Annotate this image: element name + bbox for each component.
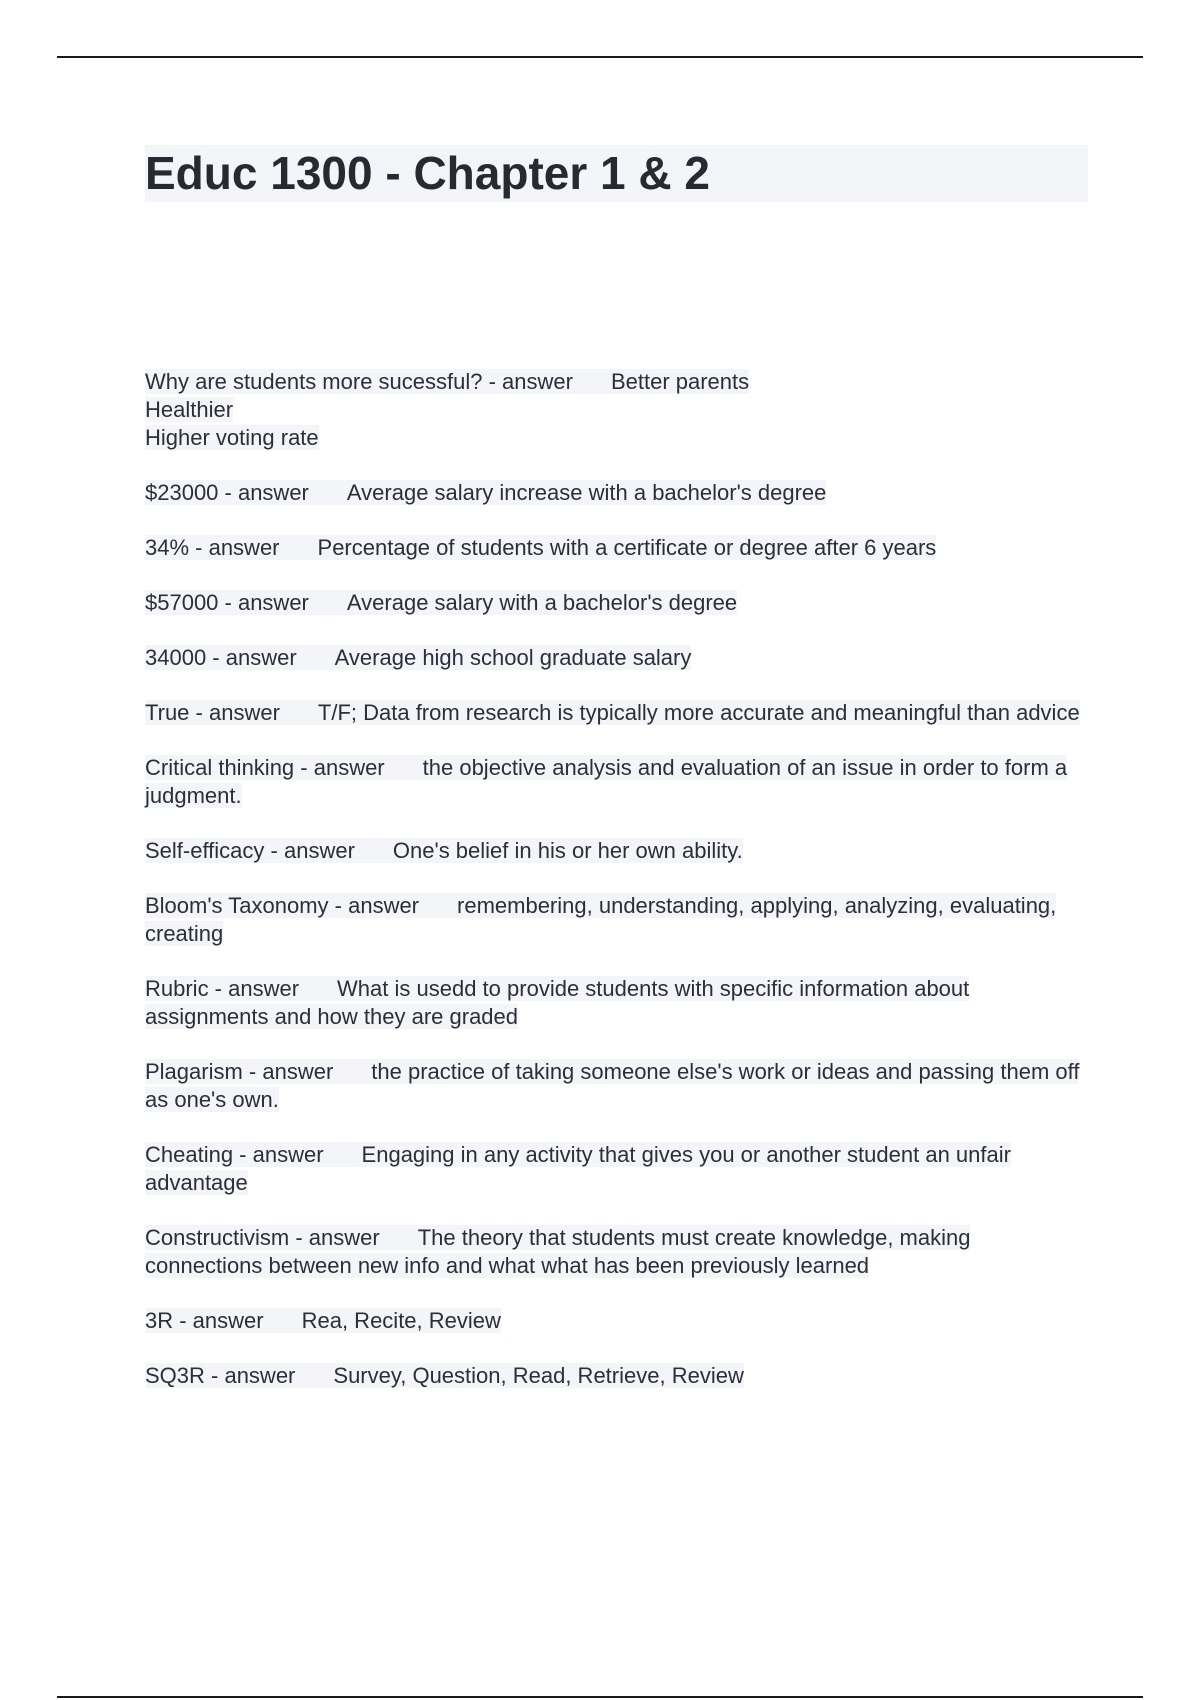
- card-term: 34000 - answer: [145, 645, 297, 670]
- card-definition: Survey, Question, Read, Retrieve, Review: [333, 1363, 744, 1388]
- card-term: 34% - answer: [145, 535, 280, 560]
- card-definition: Average high school graduate salary: [334, 645, 692, 670]
- card-extra-line: Healthier: [145, 397, 234, 422]
- card-definition: T/F; Data from research is typically more accurate and meaningful than advice: [317, 700, 1080, 725]
- card-definition: the practice of taking someone else's work or ideas and passing them off as one's own.: [145, 1059, 1080, 1112]
- card-definition: remembering, understanding, applying, analyzing, evaluating, creating: [145, 893, 1057, 946]
- card-term: Cheating - answer: [145, 1142, 324, 1167]
- flashcard-5: [145, 644, 1090, 672]
- card-definition: Percentage of students with a certificate or degree after 6 years: [317, 535, 937, 560]
- card-definition: Better parents: [610, 369, 750, 394]
- flashcard-11: [145, 1058, 1090, 1114]
- card-definition: The theory that students must create knowledge, making connections between new info and what what has been previously learned: [145, 1225, 971, 1278]
- card-term: Constructivism - answer: [145, 1225, 380, 1250]
- card-term: SQ3R - answer: [145, 1363, 296, 1388]
- card-definition: Engaging in any activity that gives you or another student an unfair advantage: [145, 1142, 1011, 1195]
- top-rule: [57, 56, 1143, 58]
- flashcard-12: [145, 1141, 1090, 1197]
- flashcard-list: [145, 368, 1090, 1417]
- card-term: Bloom's Taxonomy - answer: [145, 893, 420, 918]
- card-definition: Average salary increase with a bachelor's degree: [346, 480, 827, 505]
- card-term: Plagarism - answer: [145, 1059, 334, 1084]
- flashcard-4: [145, 589, 1090, 617]
- card-term: 3R - answer: [145, 1308, 264, 1333]
- card-definition: Average salary with a bachelor's degree: [346, 590, 738, 615]
- card-term: $57000 - answer: [145, 590, 309, 615]
- flashcard-7: [145, 754, 1090, 810]
- card-term: Self-efficacy - answer: [145, 838, 355, 863]
- bottom-rule: [57, 1696, 1143, 1698]
- card-definition: Rea, Recite, Review: [301, 1308, 501, 1333]
- flashcard-13: [145, 1224, 1090, 1280]
- flashcard-2: [145, 479, 1090, 507]
- flashcard-8: [145, 837, 1090, 865]
- card-term: True - answer: [145, 700, 280, 725]
- flashcard-1: [145, 368, 1090, 452]
- flashcard-3: [145, 534, 1090, 562]
- flashcard-10: [145, 975, 1090, 1031]
- flashcard-15: [145, 1362, 1090, 1390]
- page-title: Educ 1300 - Chapter 1 & 2: [145, 147, 710, 199]
- card-term: Why are students more sucessful? - answer: [145, 369, 573, 394]
- card-term: Rubric - answer: [145, 976, 300, 1001]
- card-definition: One's belief in his or her own ability.: [392, 838, 743, 863]
- card-definition: the objective analysis and evaluation of an issue in order to form a judgment.: [145, 755, 1068, 808]
- flashcard-9: [145, 892, 1090, 948]
- card-extra-line: Higher voting rate: [145, 425, 319, 450]
- flashcard-6: [145, 699, 1090, 727]
- flashcard-14: [145, 1307, 1090, 1335]
- card-term: Critical thinking - answer: [145, 755, 385, 780]
- card-term: $23000 - answer: [145, 480, 309, 505]
- card-definition: What is usedd to provide students with specific information about assignments and how they are graded: [145, 976, 970, 1029]
